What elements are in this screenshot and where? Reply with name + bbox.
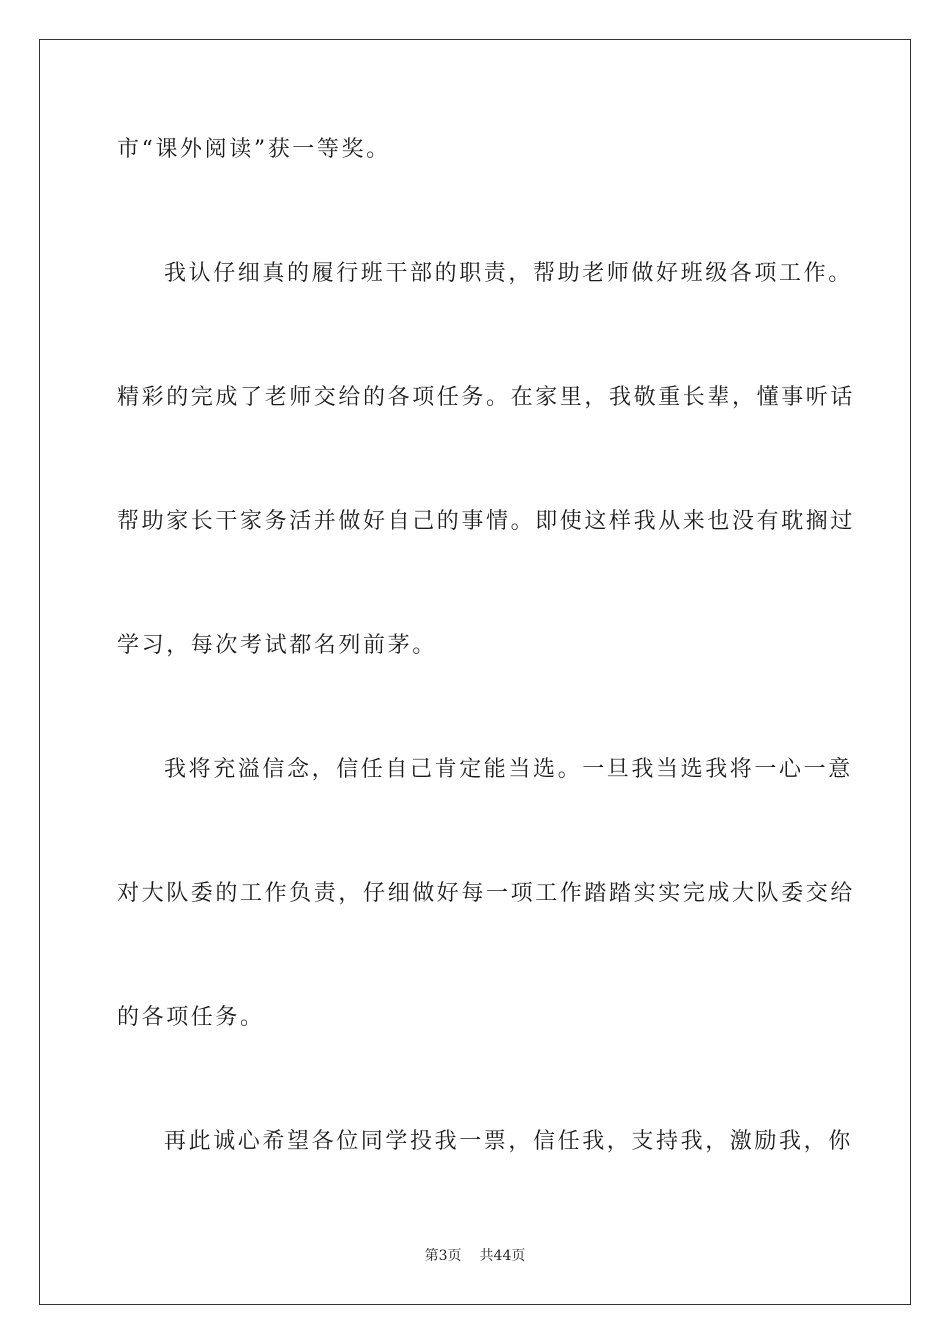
- page-border: [39, 39, 911, 1305]
- text-line: 市“课外阅读”获一等奖。: [117, 137, 391, 162]
- text-line: 精彩的完成了老师交给的各项任务。在家里，我敬重长辈，懂事听话: [117, 385, 856, 410]
- text-line: 的各项任务。: [117, 1005, 265, 1030]
- paragraph-first-line: 再此诚心希望各位同学投我一票，信任我，支持我，激励我，你: [164, 1129, 853, 1154]
- text-line: 对大队委的工作负责，仔细做好每一项工作踏踏实实完成大队委交给: [117, 881, 856, 906]
- paragraph-first-line: 我认仔细真的履行班干部的职责，帮助老师做好班级各项工作。: [164, 261, 853, 286]
- page-footer: [0, 1247, 950, 1265]
- text-line: 帮助家长干家务活并做好自己的事情。即使这样我从来也没有耽搁过: [117, 509, 856, 534]
- total-pages: 共44页: [479, 1248, 526, 1264]
- text-line: 学习，每次考试都名列前茅。: [117, 633, 437, 658]
- page-number: 第3页: [424, 1248, 462, 1264]
- paragraph-first-line: 我将充溢信念，信任自己肯定能当选。一旦我当选我将一心一意: [164, 757, 853, 782]
